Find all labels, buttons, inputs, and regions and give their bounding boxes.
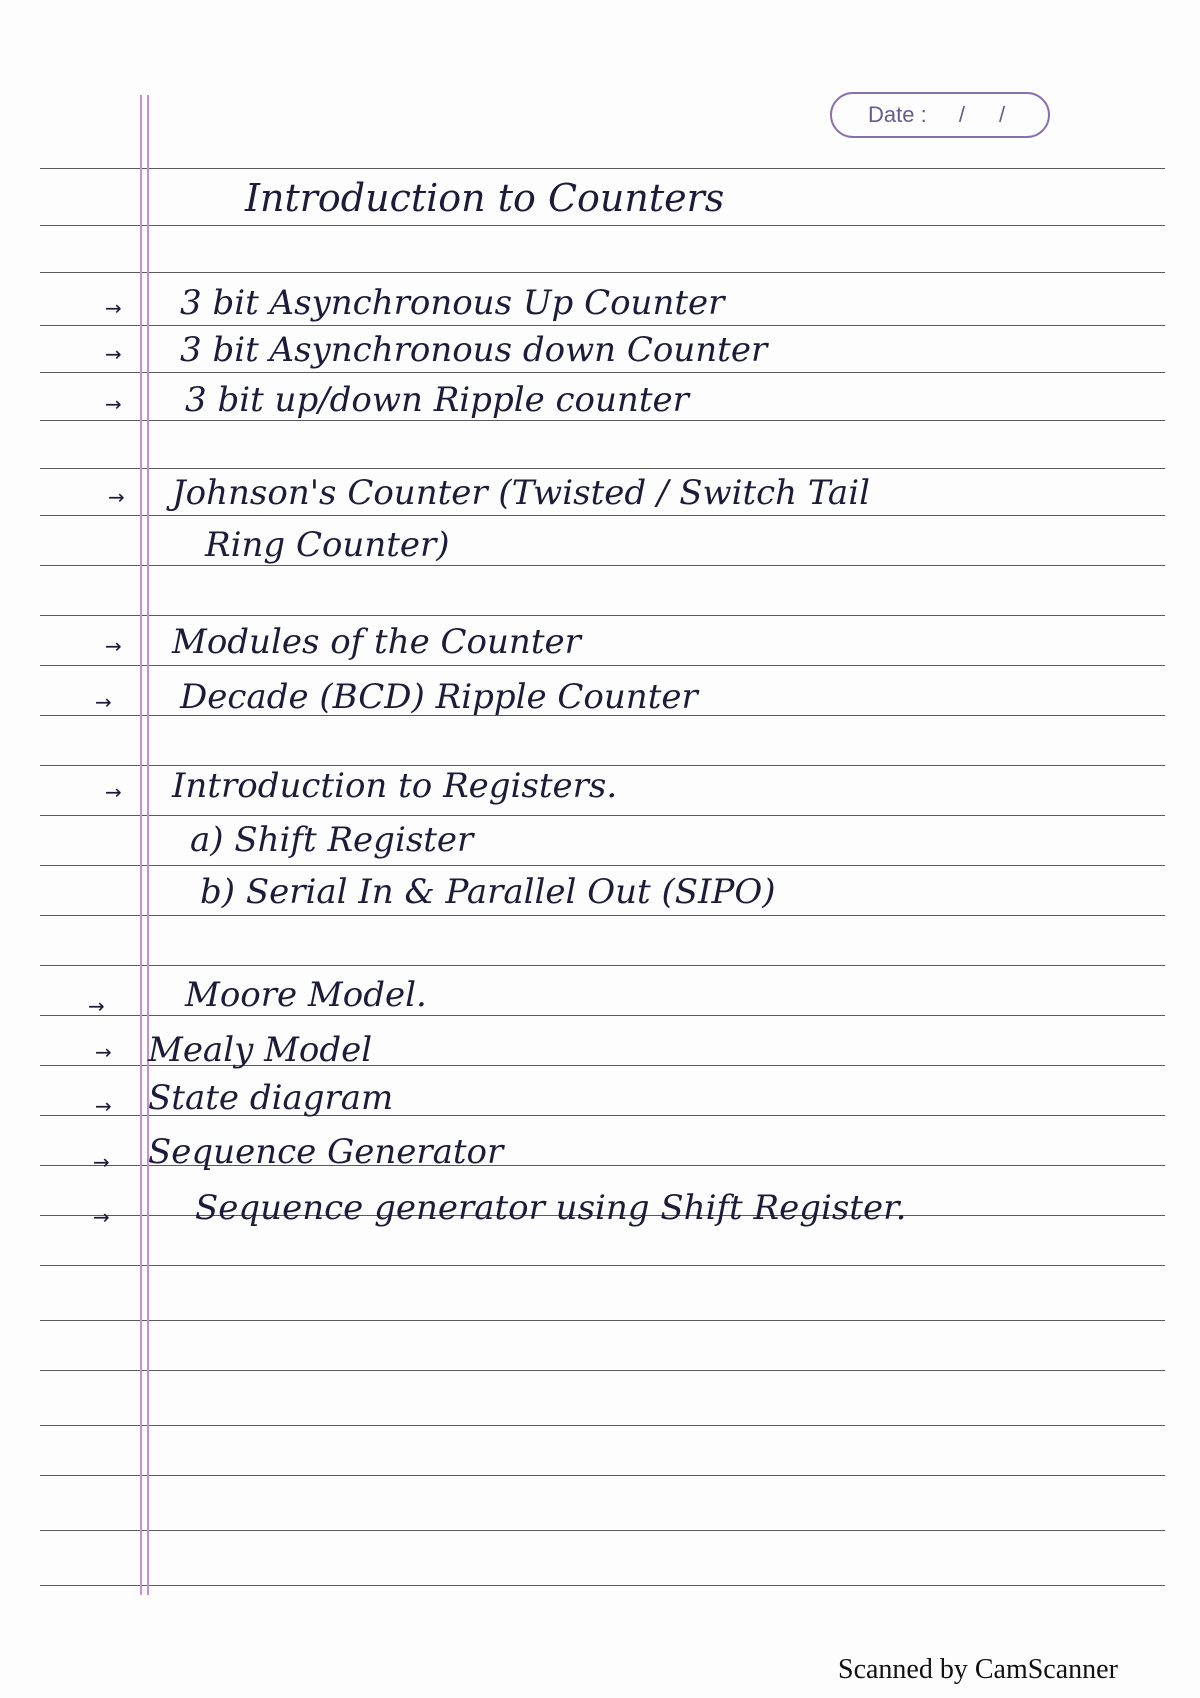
bullet-arrow: →: [93, 1205, 110, 1229]
note-line: Johnson's Counter (Twisted / Switch Tail: [172, 473, 870, 513]
ruled-line: [40, 1530, 1165, 1531]
note-line: 3 bit up/down Ripple counter: [185, 380, 689, 420]
bullet-arrow: →: [95, 690, 112, 714]
note-line: Moore Model.: [185, 975, 427, 1015]
ruled-line: [40, 372, 1165, 373]
ruled-line: [40, 168, 1165, 169]
ruled-line: [40, 665, 1165, 666]
date-slashes: / /: [958, 102, 1020, 127]
ruled-line: [40, 1265, 1165, 1266]
bullet-arrow: →: [93, 1150, 110, 1174]
note-line: Sequence Generator: [148, 1132, 504, 1172]
ruled-line: [40, 515, 1165, 516]
ruled-line: [40, 1585, 1165, 1586]
ruled-line: [40, 468, 1165, 469]
note-line: a) Shift Register: [190, 820, 474, 860]
ruled-line: [40, 1425, 1165, 1426]
margin-line: [147, 95, 149, 1595]
note-line: 3 bit Asynchronous Up Counter: [180, 283, 725, 323]
page-title: Introduction to Counters: [245, 176, 725, 220]
note-line: Mealy Model: [148, 1030, 373, 1070]
ruled-line: [40, 1475, 1165, 1476]
bullet-arrow: →: [105, 342, 122, 366]
bullet-arrow: →: [105, 392, 122, 416]
ruled-line: [40, 1320, 1165, 1321]
note-line: b) Serial In & Parallel Out (SIPO): [200, 872, 776, 912]
date-label: Date :: [868, 102, 927, 127]
bullet-arrow: →: [88, 994, 105, 1018]
ruled-line: [40, 1015, 1165, 1016]
bullet-arrow: →: [105, 780, 122, 804]
note-line: Ring Counter): [205, 525, 450, 565]
note-line: Modules of the Counter: [172, 622, 581, 662]
bullet-arrow: →: [108, 485, 125, 509]
bullet-arrow: →: [105, 296, 122, 320]
ruled-line: [40, 915, 1165, 916]
scanner-watermark: Scanned by CamScanner: [838, 1654, 1118, 1685]
note-line: State diagram: [148, 1078, 394, 1118]
ruled-line: [40, 565, 1165, 566]
ruled-line: [40, 272, 1165, 273]
ruled-line: [40, 1370, 1165, 1371]
bullet-arrow: →: [105, 634, 122, 658]
note-line: Sequence generator using Shift Register.: [195, 1188, 907, 1228]
bullet-arrow: →: [95, 1094, 112, 1118]
margin-line: [140, 95, 142, 1595]
note-line: Introduction to Registers.: [172, 766, 618, 806]
note-line: 3 bit Asynchronous down Counter: [180, 330, 768, 370]
date-box: [830, 92, 1050, 138]
ruled-line: [40, 815, 1165, 816]
bullet-arrow: →: [95, 1040, 112, 1064]
ruled-line: [40, 865, 1165, 866]
ruled-line: [40, 965, 1165, 966]
ruled-line: [40, 615, 1165, 616]
note-line: Decade (BCD) Ripple Counter: [180, 677, 698, 717]
ruled-line: [40, 225, 1165, 226]
ruled-line: [40, 325, 1165, 326]
ruled-line: [40, 420, 1165, 421]
